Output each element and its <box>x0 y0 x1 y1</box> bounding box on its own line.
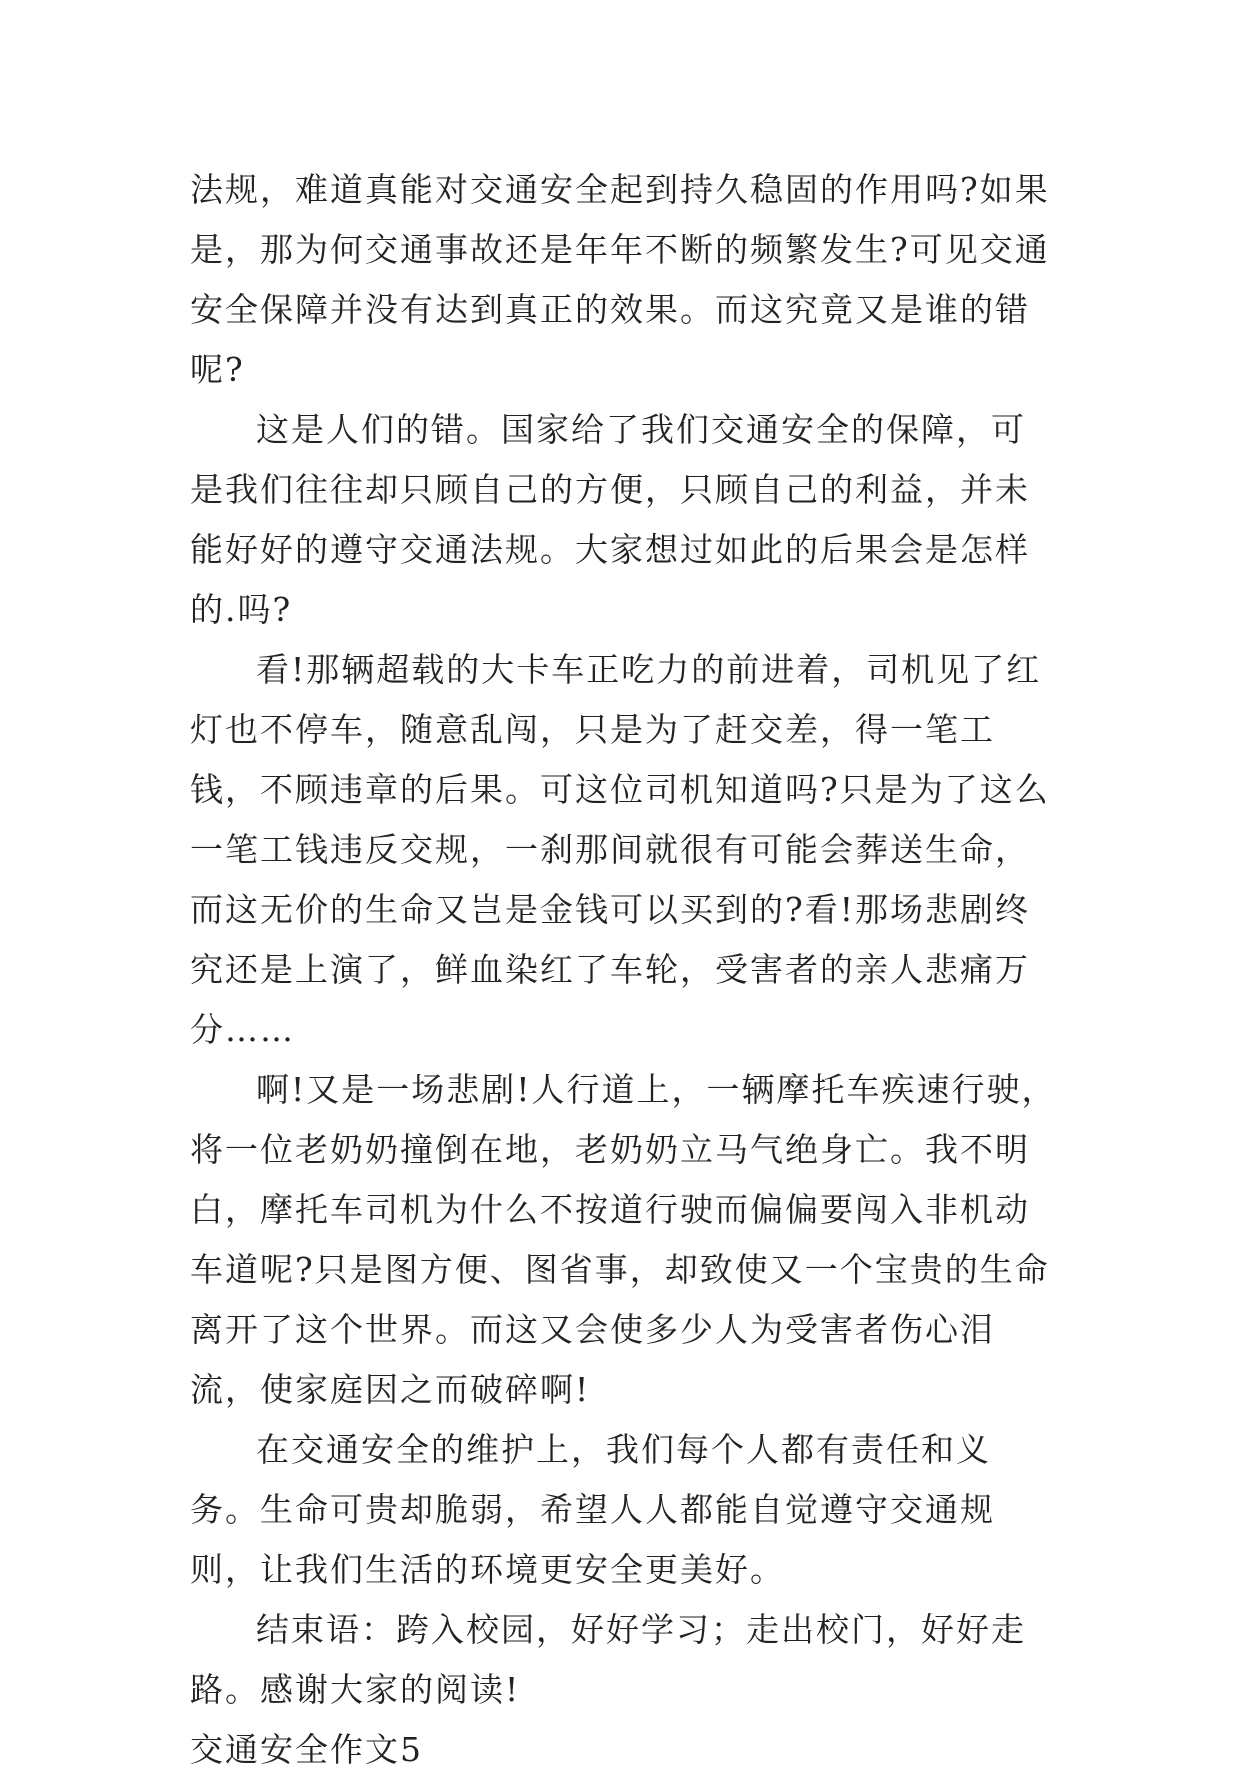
document-page <box>190 160 1060 1780</box>
next-essay-heading: 交通安全作文5 <box>190 1730 423 1769</box>
paragraph-3: 看!那辆超载的大卡车正吃力的前进着，司机见了红灯也不停车，随意乱闯，只是为了赶交差，得一笔工钱，不顾违章的后果。可这位司机知道吗?只是为了这么一笔工钱违反交规，一刹那间就很有可能会葬送生命，而这无价的生命又岂是金钱可以买到的?看!那场悲剧终究还是上演了，鲜血染红了车轮，受害者的亲人悲痛万分…… <box>190 650 1050 1049</box>
paragraph-5: 在交通安全的维护上，我们每个人都有责任和义务。生命可贵却脆弱，希望人人都能自觉遵守交通规则，让我们生活的环境更安全更美好。 <box>190 1430 995 1589</box>
paragraph-1: 法规，难道真能对交通安全起到持久稳固的作用吗?如果是，那为何交通事故还是年年不断的频繁发生?可见交通安全保障并没有达到真正的效果。而这究竟又是谁的错呢? <box>190 170 1050 389</box>
paragraph-6-closing: 结束语：跨入校园，好好学习；走出校门，好好走路。感谢大家的阅读! <box>190 1610 1026 1709</box>
paragraph-2: 这是人们的错。国家给了我们交通安全的保障，可是我们往往却只顾自己的方便，只顾自己的利益，并未能好好的遵守交通法规。大家想过如此的后果会是怎样的.吗? <box>190 410 1030 629</box>
paragraph-4: 啊!又是一场悲剧!人行道上，一辆摩托车疾速行驶，将一位老奶奶撞倒在地，老奶奶立马气绝身亡。我不明白，摩托车司机为什么不按道行驶而偏偏要闯入非机动车道呢?只是图方便、图省事，却致使又一个宝贵的生命离开了这个世界。而这又会使多少人为受害者伤心泪流，使家庭因之而破碎啊! <box>190 1070 1057 1409</box>
